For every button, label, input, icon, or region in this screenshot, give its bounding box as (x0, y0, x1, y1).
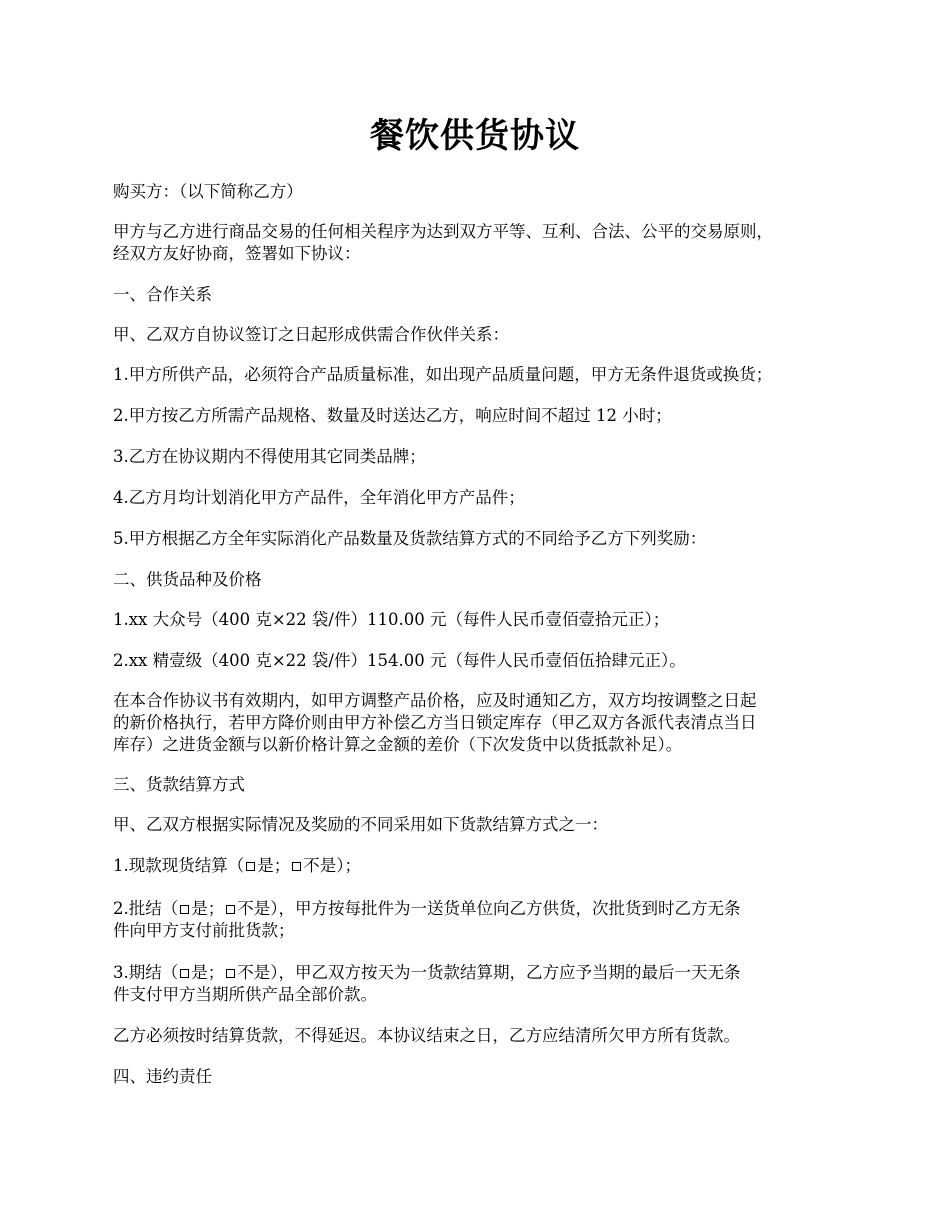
section3-item-3-line-2: 件支付甲方当期所供产品全部价款。 (113, 985, 377, 1004)
option-yes-label: 是； (191, 899, 225, 918)
section2-heading: 二、供货品种及价格 (113, 570, 262, 589)
checkbox-icon (180, 969, 189, 978)
document-title: 餐饮供货协议 (370, 116, 580, 156)
intro-line-1: 甲方与乙方进行商品交易的任何相关程序为达到双方平等、互利、合法、公平的交易原则， (113, 222, 773, 241)
section1-item-3: 3.乙方在协议期内不得使用其它同类品牌； (113, 447, 426, 466)
section3-closing: 乙方必须按时结算货款，不得延迟。本协议结束之日，乙方应结清所欠甲方所有货款。 (113, 1026, 740, 1045)
section2-note-line-1: 在本合作协议书有效期内，如甲方调整产品价格，应及时通知乙方，双方均按调整之日起 (113, 691, 757, 710)
section3-item-2 (113, 898, 741, 920)
checkbox-icon (180, 905, 189, 914)
item3-suffix: ），甲乙双方按天为一货款结算期，乙方应予当期的最后一天无条 (270, 963, 741, 982)
section1-item-2: 2.甲方按乙方所需产品规格、数量及时送达乙方，响应时间不超过 12 小时； (113, 406, 672, 425)
option-yes-label: 是； (191, 963, 225, 982)
section2-note-line-2: 的新价格执行，若甲方降价则由甲方补偿乙方当日锁定库存（甲乙双方各派代表清点当日 (113, 713, 757, 732)
section1-lead: 甲、乙双方自协议签订之日起形成供需合作伙伴关系： (113, 325, 509, 344)
checkbox-icon (292, 862, 301, 871)
section1-item-1: 1.甲方所供产品，必须符合产品质量标准，如出现产品质量问题，甲方无条件退货或换货； (113, 365, 773, 384)
section3-item-2-line-2: 件向甲方支付前批货款； (113, 921, 295, 940)
section1-heading: 一、合作关系 (113, 285, 212, 304)
item2-prefix: 2.批结（ (113, 899, 179, 918)
section2-note-line-3: 库存）之进货金额与以新价格计算之金额的差价（下次发货中以货抵款补足）。 (113, 735, 683, 754)
item1-suffix: ）； (336, 856, 361, 875)
section2-item-2: 2.xx 精壹级（400 克×22 袋/件）154.00 元（每件人民币壹佰伍拾肆元正）。 (113, 651, 686, 670)
buyer-line: 购买方：（以下简称乙方） (113, 182, 303, 201)
option-no-label: 不是 (303, 856, 337, 875)
checkbox-icon (226, 905, 235, 914)
section3-lead: 甲、乙双方根据实际情况及奖励的不同采用如下货款结算方式之一： (113, 815, 608, 834)
checkbox-icon (226, 969, 235, 978)
option-yes-label: 是； (257, 856, 291, 875)
section2-item-1: 1.xx 大众号（400 克×22 袋/件）110.00 元（每件人民币壹佰壹拾元正）； (113, 610, 670, 629)
checkbox-icon (246, 862, 255, 871)
section3-item-3 (113, 962, 741, 984)
section3-heading: 三、货款结算方式 (113, 775, 245, 794)
section1-item-4: 4.乙方月均计划消化甲方产品件，全年消化甲方产品件； (113, 488, 525, 507)
item2-suffix: ），甲方按每批件为一送货单位向乙方供货，次批货到时乙方无条 (270, 899, 741, 918)
section1-item-5: 5.甲方根据乙方全年实际消化产品数量及货款结算方式的不同给予乙方下列奖励： (113, 529, 707, 548)
option-no-label: 不是 (237, 963, 271, 982)
intro-line-2: 经双方友好协商，签署如下协议： (113, 244, 361, 263)
item1-prefix: 1.现款现货结算（ (113, 856, 245, 875)
section4-heading: 四、违约责任 (113, 1067, 212, 1086)
option-no-label: 不是 (237, 899, 271, 918)
item3-prefix: 3.期结（ (113, 963, 179, 982)
section3-item-1 (113, 855, 361, 877)
